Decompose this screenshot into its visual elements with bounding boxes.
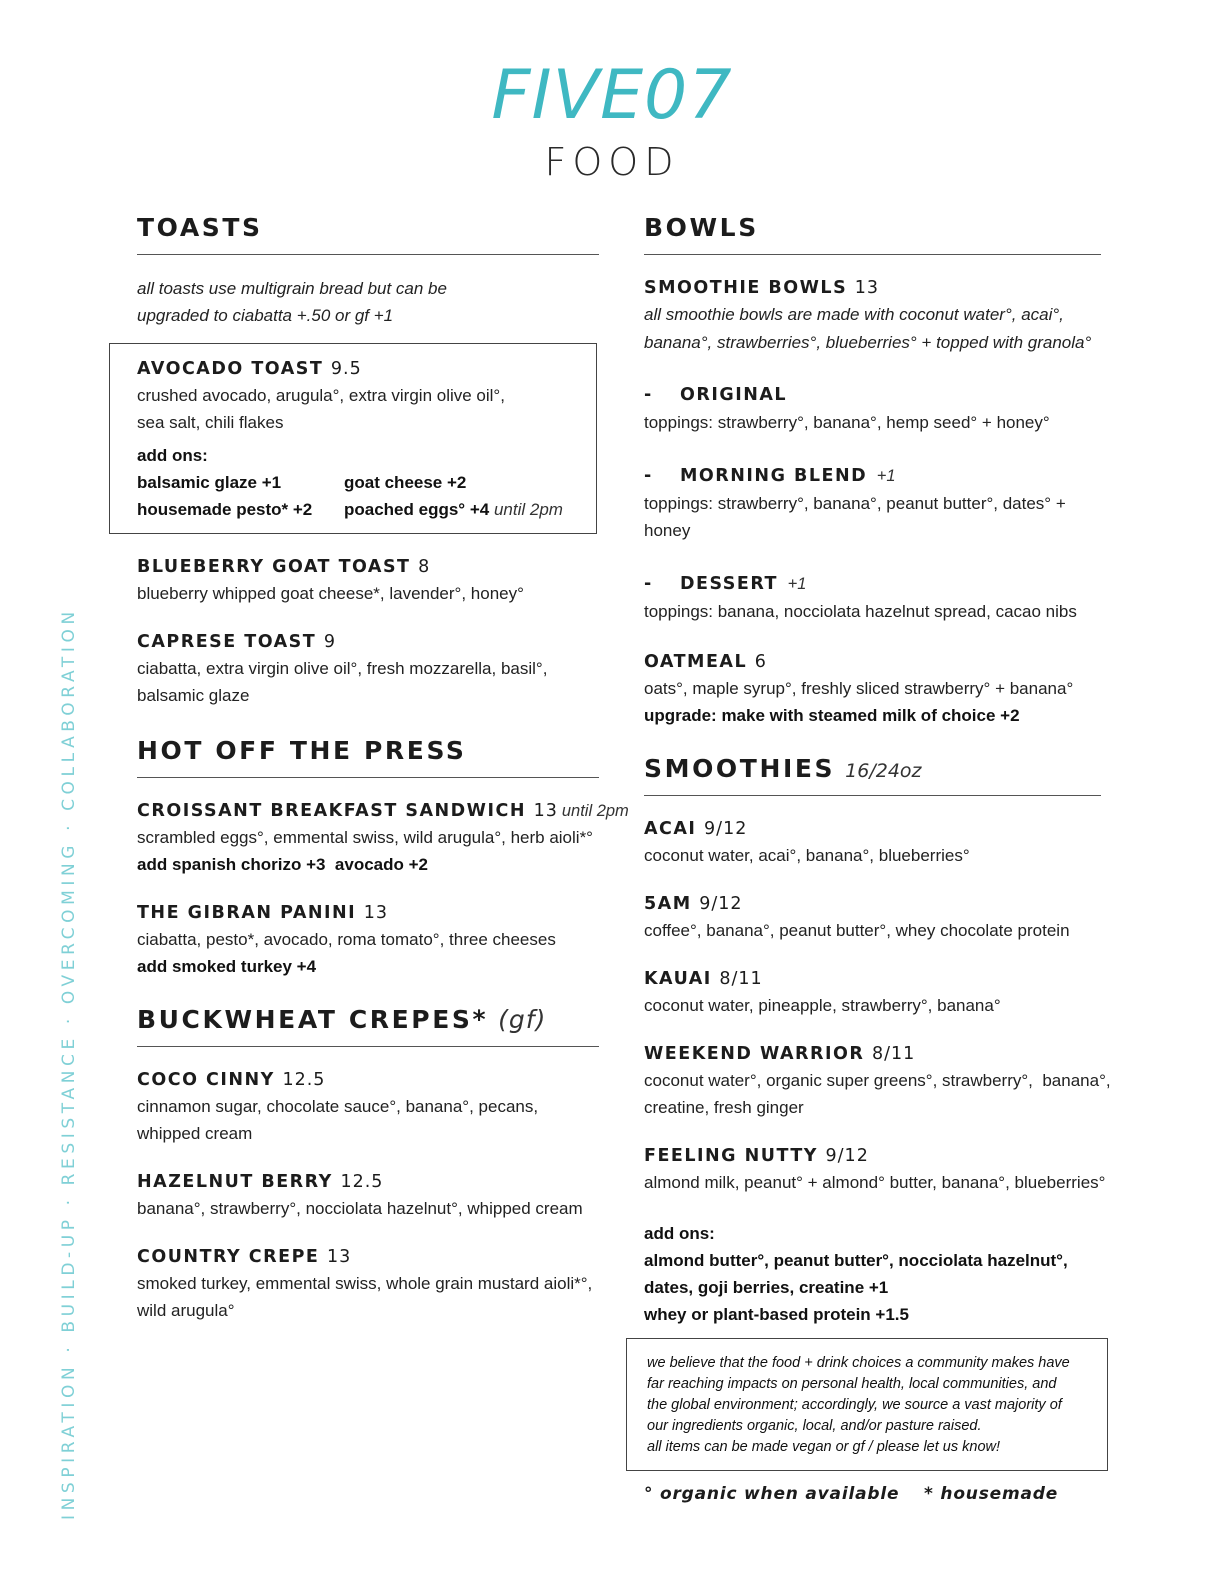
- item-toppings: toppings: strawberry°, banana°, hemp seed° + honey°: [644, 413, 1050, 432]
- item-description: almond milk, peanut° + almond° butter, banana°, blueberries°: [644, 1173, 1106, 1192]
- section-title: SMOOTHIES: [644, 754, 836, 783]
- item-name: CAPRESE TOAST 9: [137, 632, 336, 652]
- addon-line: dates, goji berries, creatine +1: [644, 1278, 889, 1297]
- item-price: 8/11: [871, 1044, 916, 1064]
- item-toppings: toppings: strawberry°, banana°, peanut butter°, dates° + honey: [644, 494, 1066, 540]
- menu-item: [137, 1244, 599, 1324]
- item-addon: add spanish chorizo +3 avocado +2: [137, 855, 428, 874]
- section-header-toasts: [137, 212, 599, 255]
- menu-item: [644, 816, 1114, 869]
- item-extra: +1: [787, 575, 807, 593]
- addon-item: poached eggs° +4 until 2pm: [344, 500, 563, 519]
- item-name: CROISSANT BREAKFAST SANDWICH 13 until 2pm: [137, 801, 629, 821]
- mission-line: our ingredients organic, local, and/or pasture raised.: [647, 1418, 982, 1434]
- addon-line: whey or plant-based protein +1.5: [644, 1305, 909, 1324]
- left-column: [137, 212, 629, 1346]
- bowl-variant: [644, 381, 1114, 436]
- menu-item: [644, 275, 1114, 357]
- menu-item: [644, 1143, 1114, 1196]
- right-column: [644, 212, 1114, 1328]
- mission-statement-box: [626, 1338, 1108, 1471]
- item-name: - MORNING BLEND +1: [644, 466, 896, 486]
- item-name: ACAI 9/12: [644, 819, 748, 839]
- addon-item: balsamic glaze +1: [137, 473, 282, 492]
- item-price: 9/12: [704, 819, 748, 839]
- item-name: 5AM 9/12: [644, 894, 743, 914]
- item-price: 13: [854, 278, 880, 298]
- item-description: ciabatta, extra virgin olive oil°, fresh mozzarella, basil°, balsamic glaze: [137, 659, 548, 705]
- item-description: all smoothie bowls are made with coconut water°, acai°, banana°, strawberries°, blueberries° + topped with granola°: [644, 305, 1092, 352]
- item-price: 8: [418, 557, 431, 577]
- item-price: 6: [754, 652, 767, 672]
- section-header-bowls: [644, 212, 1101, 255]
- item-name: COUNTRY CREPE 13: [137, 1247, 352, 1267]
- item-extra: +1: [876, 467, 896, 485]
- item-price: 8/11: [719, 969, 763, 989]
- mission-line: far reaching impacts on personal health, local communities, and: [647, 1376, 1057, 1392]
- item-description: oats°, maple syrup°, freshly sliced strawberry° + banana°: [644, 679, 1074, 698]
- mission-line: the global environment; accordingly, we source a vast majority of: [647, 1397, 1062, 1413]
- item-name: AVOCADO TOAST 9.5: [137, 359, 362, 379]
- section-header-crepes: [137, 1004, 599, 1047]
- item-price: 9/12: [825, 1146, 869, 1166]
- brand-logo: FIVE07: [491, 56, 733, 135]
- toasts-note: all toasts use multigrain bread but can be upgraded to ciabatta +.50 or gf +1: [137, 279, 447, 325]
- item-name: SMOOTHIE BOWLS 13: [644, 278, 880, 298]
- legend-organic: ° organic when available: [644, 1484, 900, 1504]
- item-name: HAZELNUT BERRY 12.5: [137, 1172, 384, 1192]
- item-description: coffee°, banana°, peanut butter°, whey chocolate protein: [644, 921, 1070, 940]
- menu-item: [137, 1169, 599, 1222]
- item-description: cinnamon sugar, chocolate sauce°, banana°, pecans, whipped cream: [137, 1097, 539, 1143]
- mission-line: we believe that the food + drink choices a community makes have: [647, 1355, 1070, 1371]
- addons-list: [137, 442, 576, 523]
- item-price: 13: [533, 801, 558, 821]
- section-title: BUCKWHEAT CREPES*: [137, 1005, 489, 1034]
- addon-line: almond butter°, peanut butter°, nocciolata hazelnut°,: [644, 1251, 1068, 1270]
- addon-item: goat cheese +2: [344, 473, 467, 492]
- item-description: coconut water, pineapple, strawberry°, banana°: [644, 996, 1001, 1015]
- addon-item: housemade pesto* +2: [137, 500, 313, 519]
- menu-item: [137, 900, 599, 980]
- section-header-press: [137, 735, 599, 778]
- item-price: 9: [323, 632, 336, 652]
- item-name: COCO CINNY 12.5: [137, 1070, 326, 1090]
- item-price: 13: [326, 1247, 352, 1267]
- item-description: ciabatta, pesto*, avocado, roma tomato°, three cheeses: [137, 930, 556, 949]
- item-name: FEELING NUTTY 9/12: [644, 1146, 869, 1166]
- bowl-variant: [644, 462, 1114, 544]
- item-price: 13: [363, 903, 389, 923]
- item-description: blueberry whipped goat cheese*, lavender°, honey°: [137, 584, 524, 603]
- menu-item: [137, 1067, 599, 1147]
- menu-item: [137, 554, 599, 607]
- item-name: - ORIGINAL: [644, 385, 788, 405]
- section-header-smoothies: [644, 753, 1101, 796]
- bowl-variant: [644, 570, 1114, 625]
- item-name: WEEKEND WARRIOR 8/11: [644, 1044, 916, 1064]
- menu-item: [644, 649, 1114, 729]
- menu-subtitle: FOOD: [544, 140, 680, 184]
- sidebar-tagline: INSPIRATION · BUILD-UP · RESISTANCE · OVERCOMING · COLLABORATION: [59, 607, 79, 1520]
- item-price: 12.5: [340, 1172, 384, 1192]
- item-description: crushed avocado, arugula°, extra virgin olive oil°, sea salt, chili flakes: [137, 386, 505, 432]
- item-description: banana°, strawberry°, nocciolata hazelnut°, whipped cream: [137, 1199, 583, 1218]
- item-name: THE GIBRAN PANINI 13: [137, 903, 389, 923]
- section-title: BOWLS: [644, 213, 759, 242]
- section-title: HOT OFF THE PRESS: [137, 736, 467, 765]
- menu-item: [644, 891, 1114, 944]
- item-name: BLUEBERRY GOAT TOAST 8: [137, 557, 431, 577]
- item-name: - DESSERT +1: [644, 574, 807, 594]
- item-price: 12.5: [282, 1070, 326, 1090]
- item-description: scrambled eggs°, emmental swiss, wild arugula°, herb aioli*°: [137, 828, 593, 847]
- item-note: until 2pm: [561, 802, 629, 820]
- legend-housemade: * housemade: [924, 1484, 1059, 1504]
- item-description: coconut water°, organic super greens°, strawberry°, banana°, creatine, fresh ginger: [644, 1071, 1111, 1117]
- addons-label: add ons:: [644, 1224, 715, 1243]
- item-addon: add smoked turkey +4: [137, 957, 317, 976]
- addons-label: add ons:: [137, 446, 208, 465]
- item-upgrade: upgrade: make with steamed milk of choice +2: [644, 706, 1020, 725]
- item-price: 9.5: [330, 359, 362, 379]
- section-title-extra: (gf): [498, 1005, 547, 1034]
- menu-item: [644, 966, 1114, 1019]
- menu-item: [137, 798, 629, 878]
- section-title-extra: 16/24oz: [845, 760, 922, 782]
- menu-item: [644, 1041, 1114, 1121]
- legend: [644, 1484, 1114, 1504]
- item-toppings: toppings: banana, nocciolata hazelnut spread, cacao nibs: [644, 602, 1077, 621]
- avocado-toast-box: [109, 343, 597, 534]
- mission-line: all items can be made vegan or gf / please let us know!: [647, 1439, 1001, 1455]
- menu-item: [137, 629, 599, 709]
- item-name: KAUAI 8/11: [644, 969, 763, 989]
- smoothie-addons: [644, 1220, 1114, 1328]
- item-description: coconut water, acai°, banana°, blueberries°: [644, 846, 970, 865]
- item-price: 9/12: [699, 894, 743, 914]
- item-name: OATMEAL 6: [644, 652, 767, 672]
- item-description: smoked turkey, emmental swiss, whole grain mustard aioli*°, wild arugula°: [137, 1274, 593, 1320]
- section-title: TOASTS: [137, 213, 263, 242]
